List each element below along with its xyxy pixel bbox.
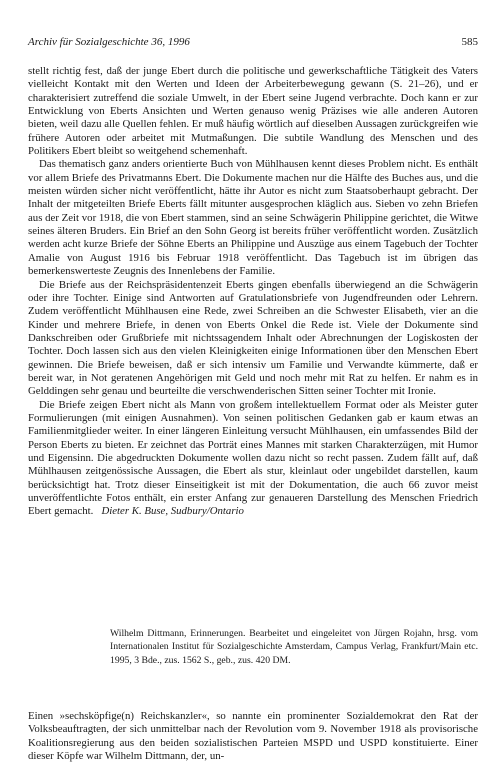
paragraph: Das thematisch ganz anders orientierte Buch von Mühlhausen kennt dieses Problem nicht. Es enthält vor allem Briefe des Privatmanns Ebert. Die Dokumente machen nur die Hälfte des Buches aus, und die meisten würden sicher nicht veröffentlicht, hätte ihr Autor es nicht zum Staatsoberhaupt gebracht. Der Inhalt der mitgeteilten Briefe Eberts fällt mitunter ausgesprochen kläglich aus. Sieben vo zehn Briefen aus der Zeit vor 1918, die von Ebert stammen, sind an seine Schwägerin Philippine gerichtet, die Witwe seines älteren Bruders. Ein Brief an den Sohn Georg ist bereits früher veröffentlicht worden. Zusätzlich werden acht kurze Briefe der Söhne Eberts an Philippine und Auszüge aus einem Tagebuch der Tochter Amalie von August 1916 bis Februar 1918 veröffentlicht. Das Tagebuch ist im übrigen das bemerkenswerteste Zeugnis des Innenlebens der Familie. [28, 158, 478, 278]
reviewer-signature: Dieter K. Buse, Sudbury/Ontario [101, 505, 244, 518]
review-body [28, 65, 478, 519]
paragraph: Die Briefe zeigen Ebert nicht als Mann von großem intellektuellem Format oder als Meister guter Formulierungen (mit einigen Ausnahmen). Von seinen politischen Gedanken gab er kaum etwas an Familienmitglieder weiter. In einer längeren Einleitung versucht Mühlhausen, ein umfassendes Bild der Person Eberts zu bieten. Er zeichnet das Porträt eines Mannes mit starken Charakterzügen, mit Humor und Eigensinn. Die abgedruckten Dokumente wollen dazu nicht so recht passen. Zudem fällt auf, daß Mühlhausen zeitgenössische Aussagen, die Ebert als stur, kleinlaut oder ungebildet darstellen, kaum berücksichtigt hat. Trotz dieser Einseitigkeit ist mit der Dokumentation, die auch 66 zuvor meist unveröffentlichte Fotos enthält, ein erster Anfang zur genaueren Darstellung des Menschen Friedrich Ebert gemacht. [28, 398, 478, 518]
page-number: 585 [461, 36, 478, 48]
next-review-body [28, 710, 478, 763]
paragraph: stellt richtig fest, daß der junge Ebert durch die politische und gewerkschaftliche Tätigkeit des Vaters vielleicht Kontakt mit den Werten und Ideen der Arbeiterbewegung gewann (S. 21–26), und er charakterisiert zutreffend die soziale Umwelt, in der Ebert seine Jugend verbrachte. Doch kann er zur Entwicklung von Eberts Ansichten und Werten genauso wenig Präzises wie alle anderen Autoren bieten, weil dazu alle Quellen fehlen. Er muß häufig wörtlich auf dieselben Aussagen zurückgreifen wie frühere Autoren oder arbeitet mit Mutmaßungen. Die subtile Wandlung des Menschen und des Politikers Ebert bleibt so weitgehend schemenhaft. [28, 65, 478, 158]
journal-title: Archiv für Sozialgeschichte 36, 1996 [28, 36, 190, 48]
book-citation: Wilhelm Dittmann, Erinnerungen. Bearbeitet und eingeleitet von Jürgen Rojahn, hrsg. vom Internationalen Institut für Sozialgeschichte Amsterdam, Campus Verlag, Frankfurt/Main etc. 1995, 3 Bde., zus. 1562 S., geb., zus. 420 DM. [110, 628, 478, 666]
paragraph-with-signature [28, 399, 478, 519]
paragraph: Die Briefe aus der Reichspräsidentenzeit Eberts gingen ebenfalls überwiegend an die Schwägerin oder ihre Tochter. Einige sind Antworten auf Gratulationsbriefe von Jugendfreunden oder Lehrern. Zudem veröffentlicht Mühlhausen eine Rede, zwei Schreiben an die Schwester Elisabeth, vier an die Kinder und mehrere Briefe, in denen von Eberts Onkel die Rede ist. Viele der Dokumente sind Dankschreiben oder Grußbriefe mit nichtssagendem Inhalt oder Abrechnungen der Logiskosten der Tochter. Doch lassen sich aus den vielen Kleinigkeiten einige Informationen über den Menschen Ebert gewinnen. Die Briefe beweisen, daß er sich intensiv um Familie und Verwandte kümmerte, daß er bereit war, in Not geratenen Angehörigen mit Geld und noch mehr mit Rat zu helfen. Er nahm es in Gelddingen sehr genau und beurteilte die verschwenderischen Sitten seiner Tochter mit Ironie. [28, 278, 478, 398]
running-header [28, 36, 478, 52]
paragraph: Einen »sechsköpfige(n) Reichskanzler«, so nannte ein prominenter Sozialdemokrat den Rat der Volksbeauftragten, der sich unmittelbar nach der Revolution vom 9. November 1918 als provisorische Koalitionsregierung aus den beiden sozialistischen Parteien MSPD und USPD konstituierte. Einer dieser Köpfe war Wilhelm Dittmann, der, un- [28, 710, 478, 763]
